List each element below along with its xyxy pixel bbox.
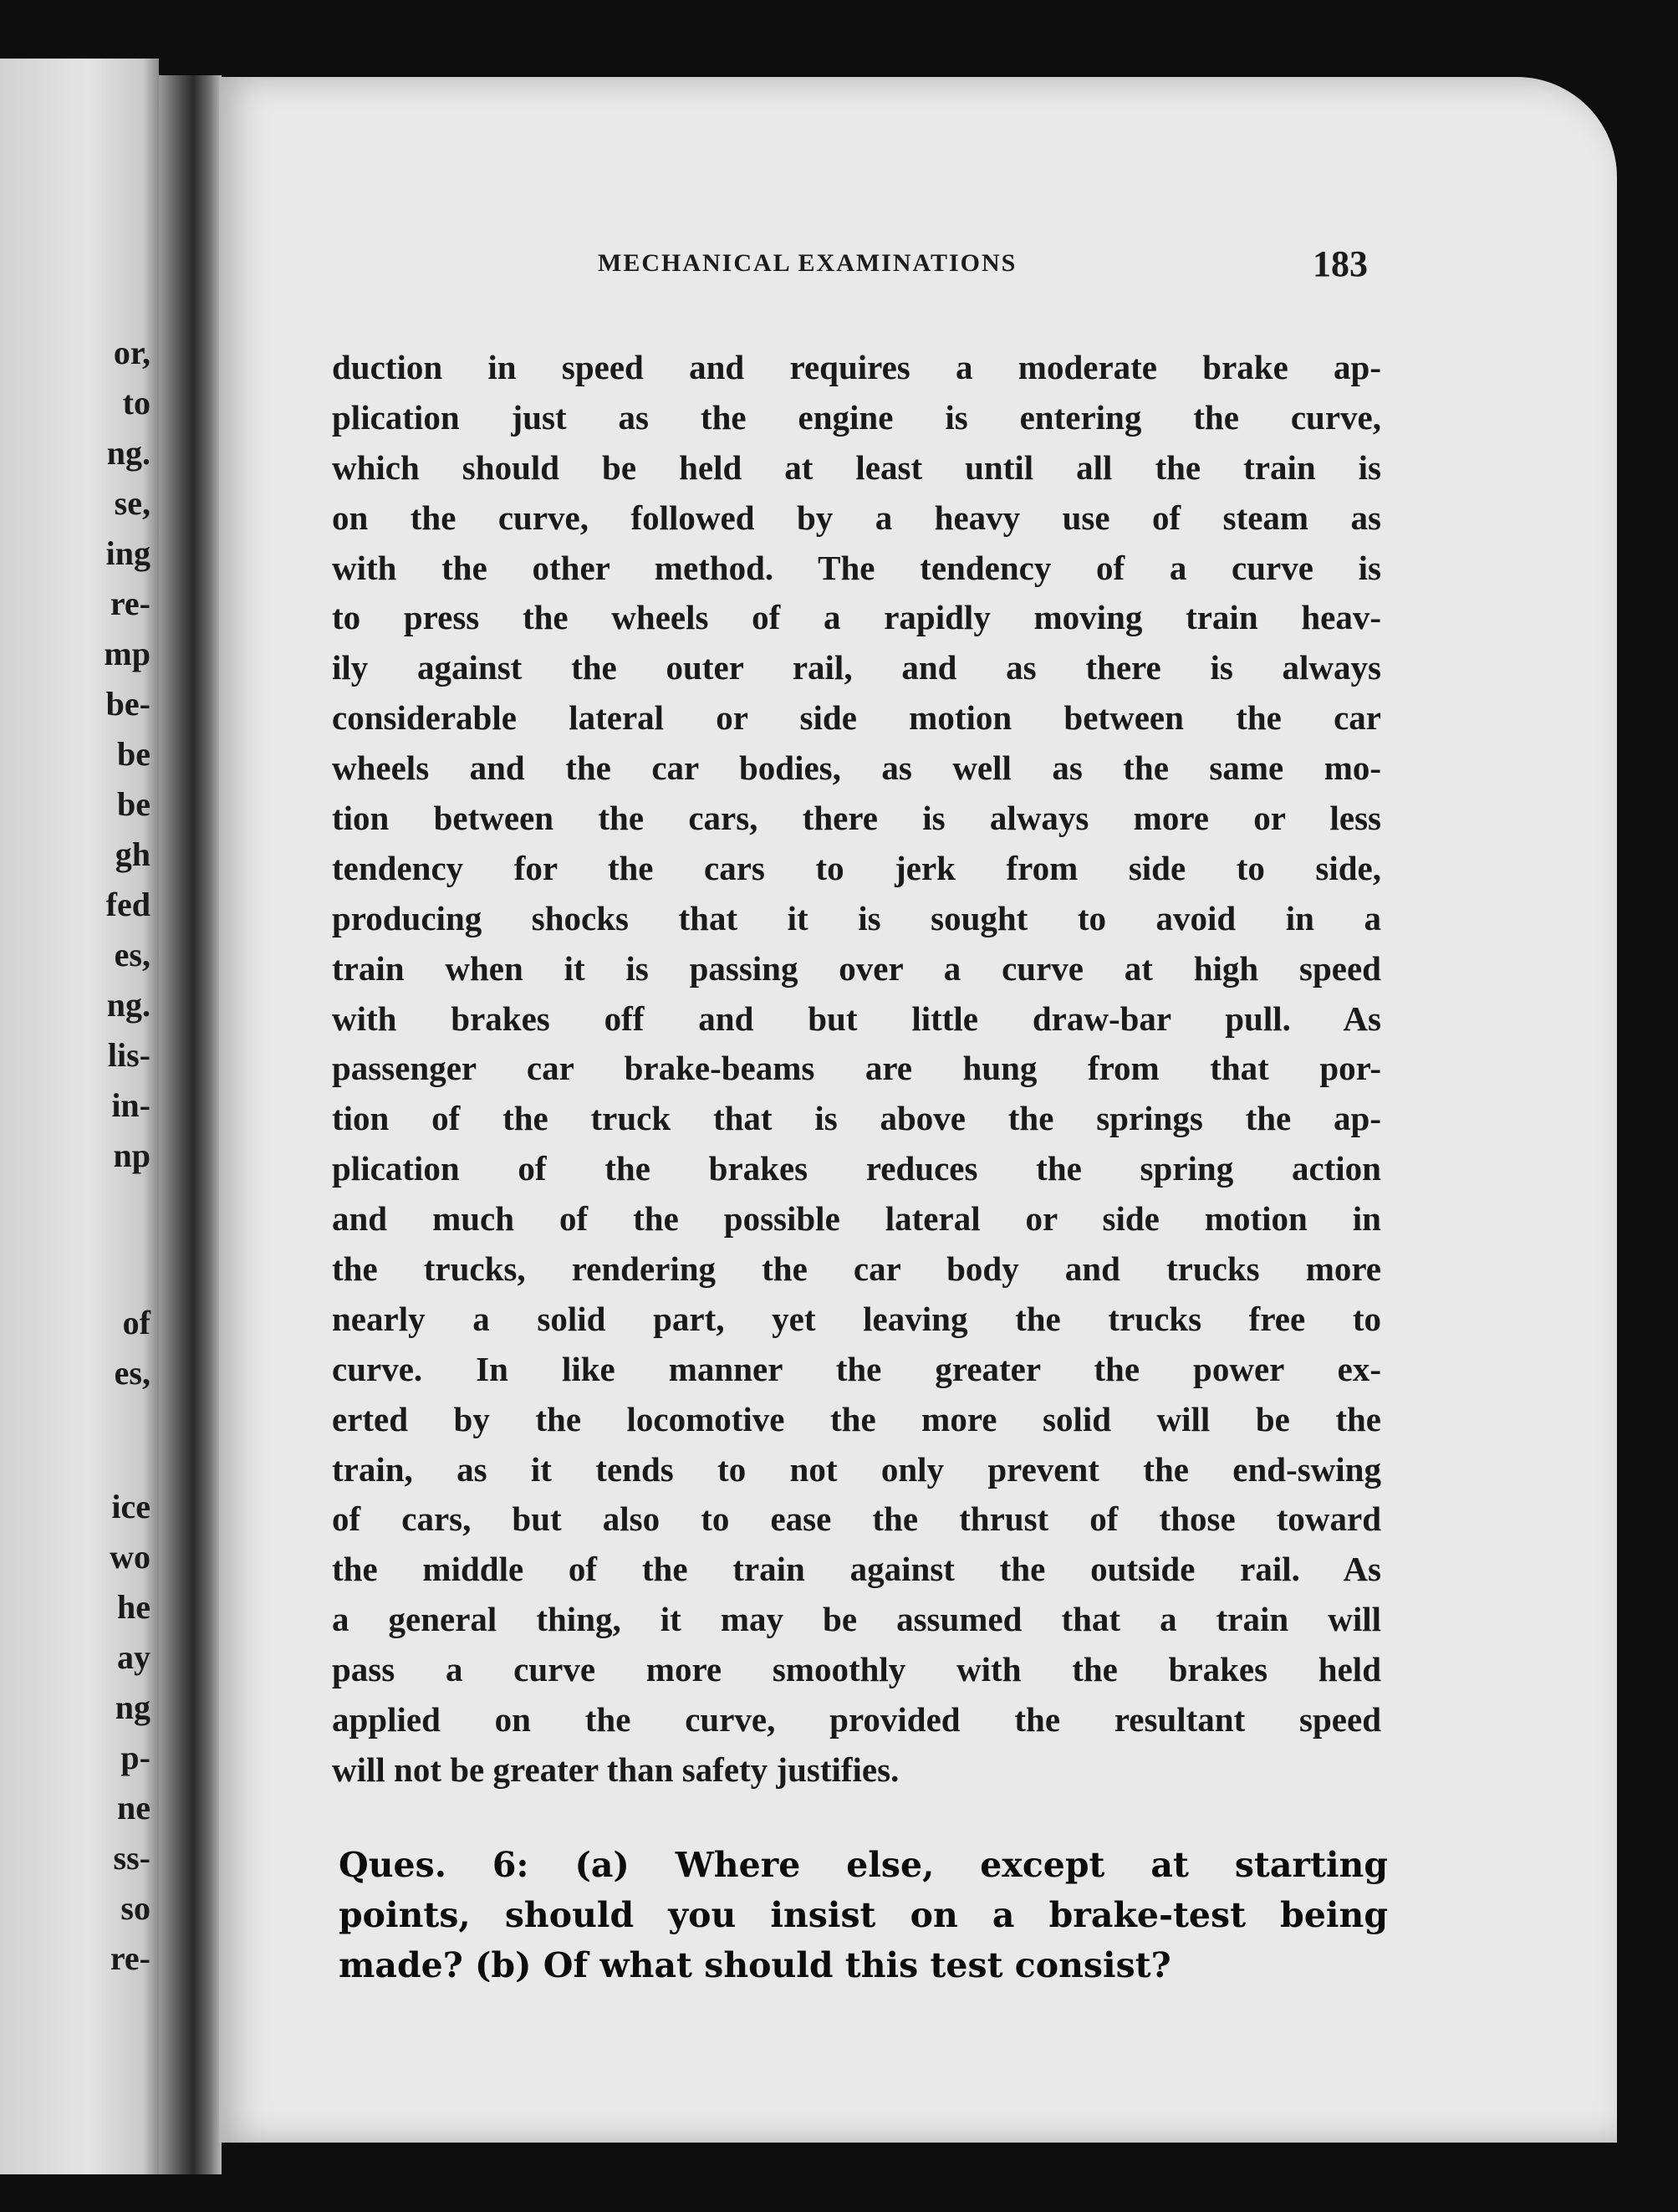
body-paragraph	[332, 343, 1381, 1796]
facing-line: of	[122, 1304, 150, 1341]
text-line: which should be held at least until all the train is	[332, 447, 1381, 487]
text-line: curve. In like manner the greater the power ex-	[332, 1349, 1381, 1388]
facing-line: mp	[104, 635, 150, 672]
text-line: nearly a solid part, yet leaving the trucks free to	[332, 1299, 1381, 1338]
text-line: train, as it tends to not only prevent the end-swing	[332, 1449, 1381, 1489]
question-line: made? (b) Of what should this test consist?	[339, 1944, 1171, 1985]
facing-line: to	[122, 384, 150, 421]
text-line: producing shocks that it is sought to avoid in a	[332, 898, 1381, 937]
text-line: wheels and the car bodies, as well as the same mo-	[332, 748, 1381, 788]
question-block	[339, 1840, 1388, 1990]
facing-line: ne	[117, 1789, 150, 1826]
text-line: of cars, but also to ease the thrust of those toward	[332, 1499, 1381, 1539]
text-line: tendency for the cars to jerk from side to side,	[332, 848, 1381, 887]
facing-line: gh	[115, 835, 150, 873]
facing-line: p-	[120, 1739, 150, 1776]
text-line: duction in speed and requires a moderate brake ap-	[332, 348, 1381, 386]
facing-line: be	[117, 785, 150, 823]
facing-line: in-	[111, 1086, 150, 1124]
facing-line: np	[113, 1137, 150, 1174]
facing-line: ng.	[106, 986, 150, 1024]
text-line: passenger car brake-beams are hung from that por-	[332, 1049, 1381, 1088]
facing-line: he	[117, 1588, 150, 1626]
text-line: and much of the possible lateral or side motion in	[332, 1199, 1381, 1239]
text-line: a general thing, it may be assumed that a train will	[332, 1600, 1381, 1639]
facing-line: lis-	[107, 1036, 150, 1074]
text-line: with the other method. The tendency of a curve is	[332, 548, 1381, 587]
facing-line: re-	[110, 1939, 150, 1977]
text-line: will not be greater than safety justifies.	[332, 1750, 900, 1789]
facing-line: ing	[105, 534, 150, 572]
text-line: tion of the truck that is above the springs the ap-	[332, 1099, 1381, 1138]
facing-line: fed	[105, 886, 150, 923]
page-header-title: MECHANICAL EXAMINATIONS	[598, 249, 1018, 277]
facing-line: ng	[115, 1688, 150, 1726]
text-line: the trucks, rendering the car body and trucks more	[332, 1249, 1381, 1289]
book-spine	[159, 75, 222, 2174]
text-line: the middle of the train against the outside rail. As	[332, 1550, 1381, 1589]
page-number: 183	[1313, 243, 1368, 284]
text-line: with brakes off and but little draw-bar pull. As	[332, 999, 1381, 1038]
text-line: plication just as the engine is entering the curve,	[332, 397, 1381, 437]
facing-line: es,	[114, 1354, 150, 1392]
text-line: train when it is passing over a curve at high speed	[332, 948, 1381, 988]
facing-line: ice	[111, 1488, 150, 1525]
text-line: on the curve, followed by a heavy use of steam as	[332, 498, 1381, 537]
text-line: considerable lateral or side motion between the car	[332, 698, 1381, 738]
facing-line: ng.	[106, 434, 150, 472]
text-line: erted by the locomotive the more solid will be the	[332, 1399, 1381, 1438]
facing-line: ay	[117, 1638, 150, 1676]
text-line: pass a curve more smoothly with the brakes held	[332, 1650, 1381, 1689]
facing-line: es,	[114, 936, 150, 973]
facing-line: wo	[110, 1538, 150, 1576]
text-line: tion between the cars, there is always more or less	[332, 799, 1381, 838]
facing-line: re-	[110, 585, 150, 622]
text-line: to press the wheels of a rapidly moving train heav-	[332, 598, 1381, 637]
facing-line: so	[120, 1889, 150, 1927]
facing-line: se,	[114, 484, 150, 522]
facing-line: be-	[105, 685, 150, 723]
text-line: plication of the brakes reduces the spring action	[332, 1149, 1381, 1188]
question-line: points, should you insist on a brake-test being	[339, 1894, 1388, 1935]
facing-line: or,	[113, 334, 150, 371]
text-line: ily against the outer rail, and as there is always	[332, 648, 1381, 687]
facing-line: ss-	[113, 1839, 150, 1877]
question-line: Ques. 6: (a) Where else, except at starting	[339, 1845, 1388, 1885]
text-line: applied on the curve, provided the resultant speed	[332, 1700, 1381, 1739]
facing-line: be	[117, 735, 150, 773]
